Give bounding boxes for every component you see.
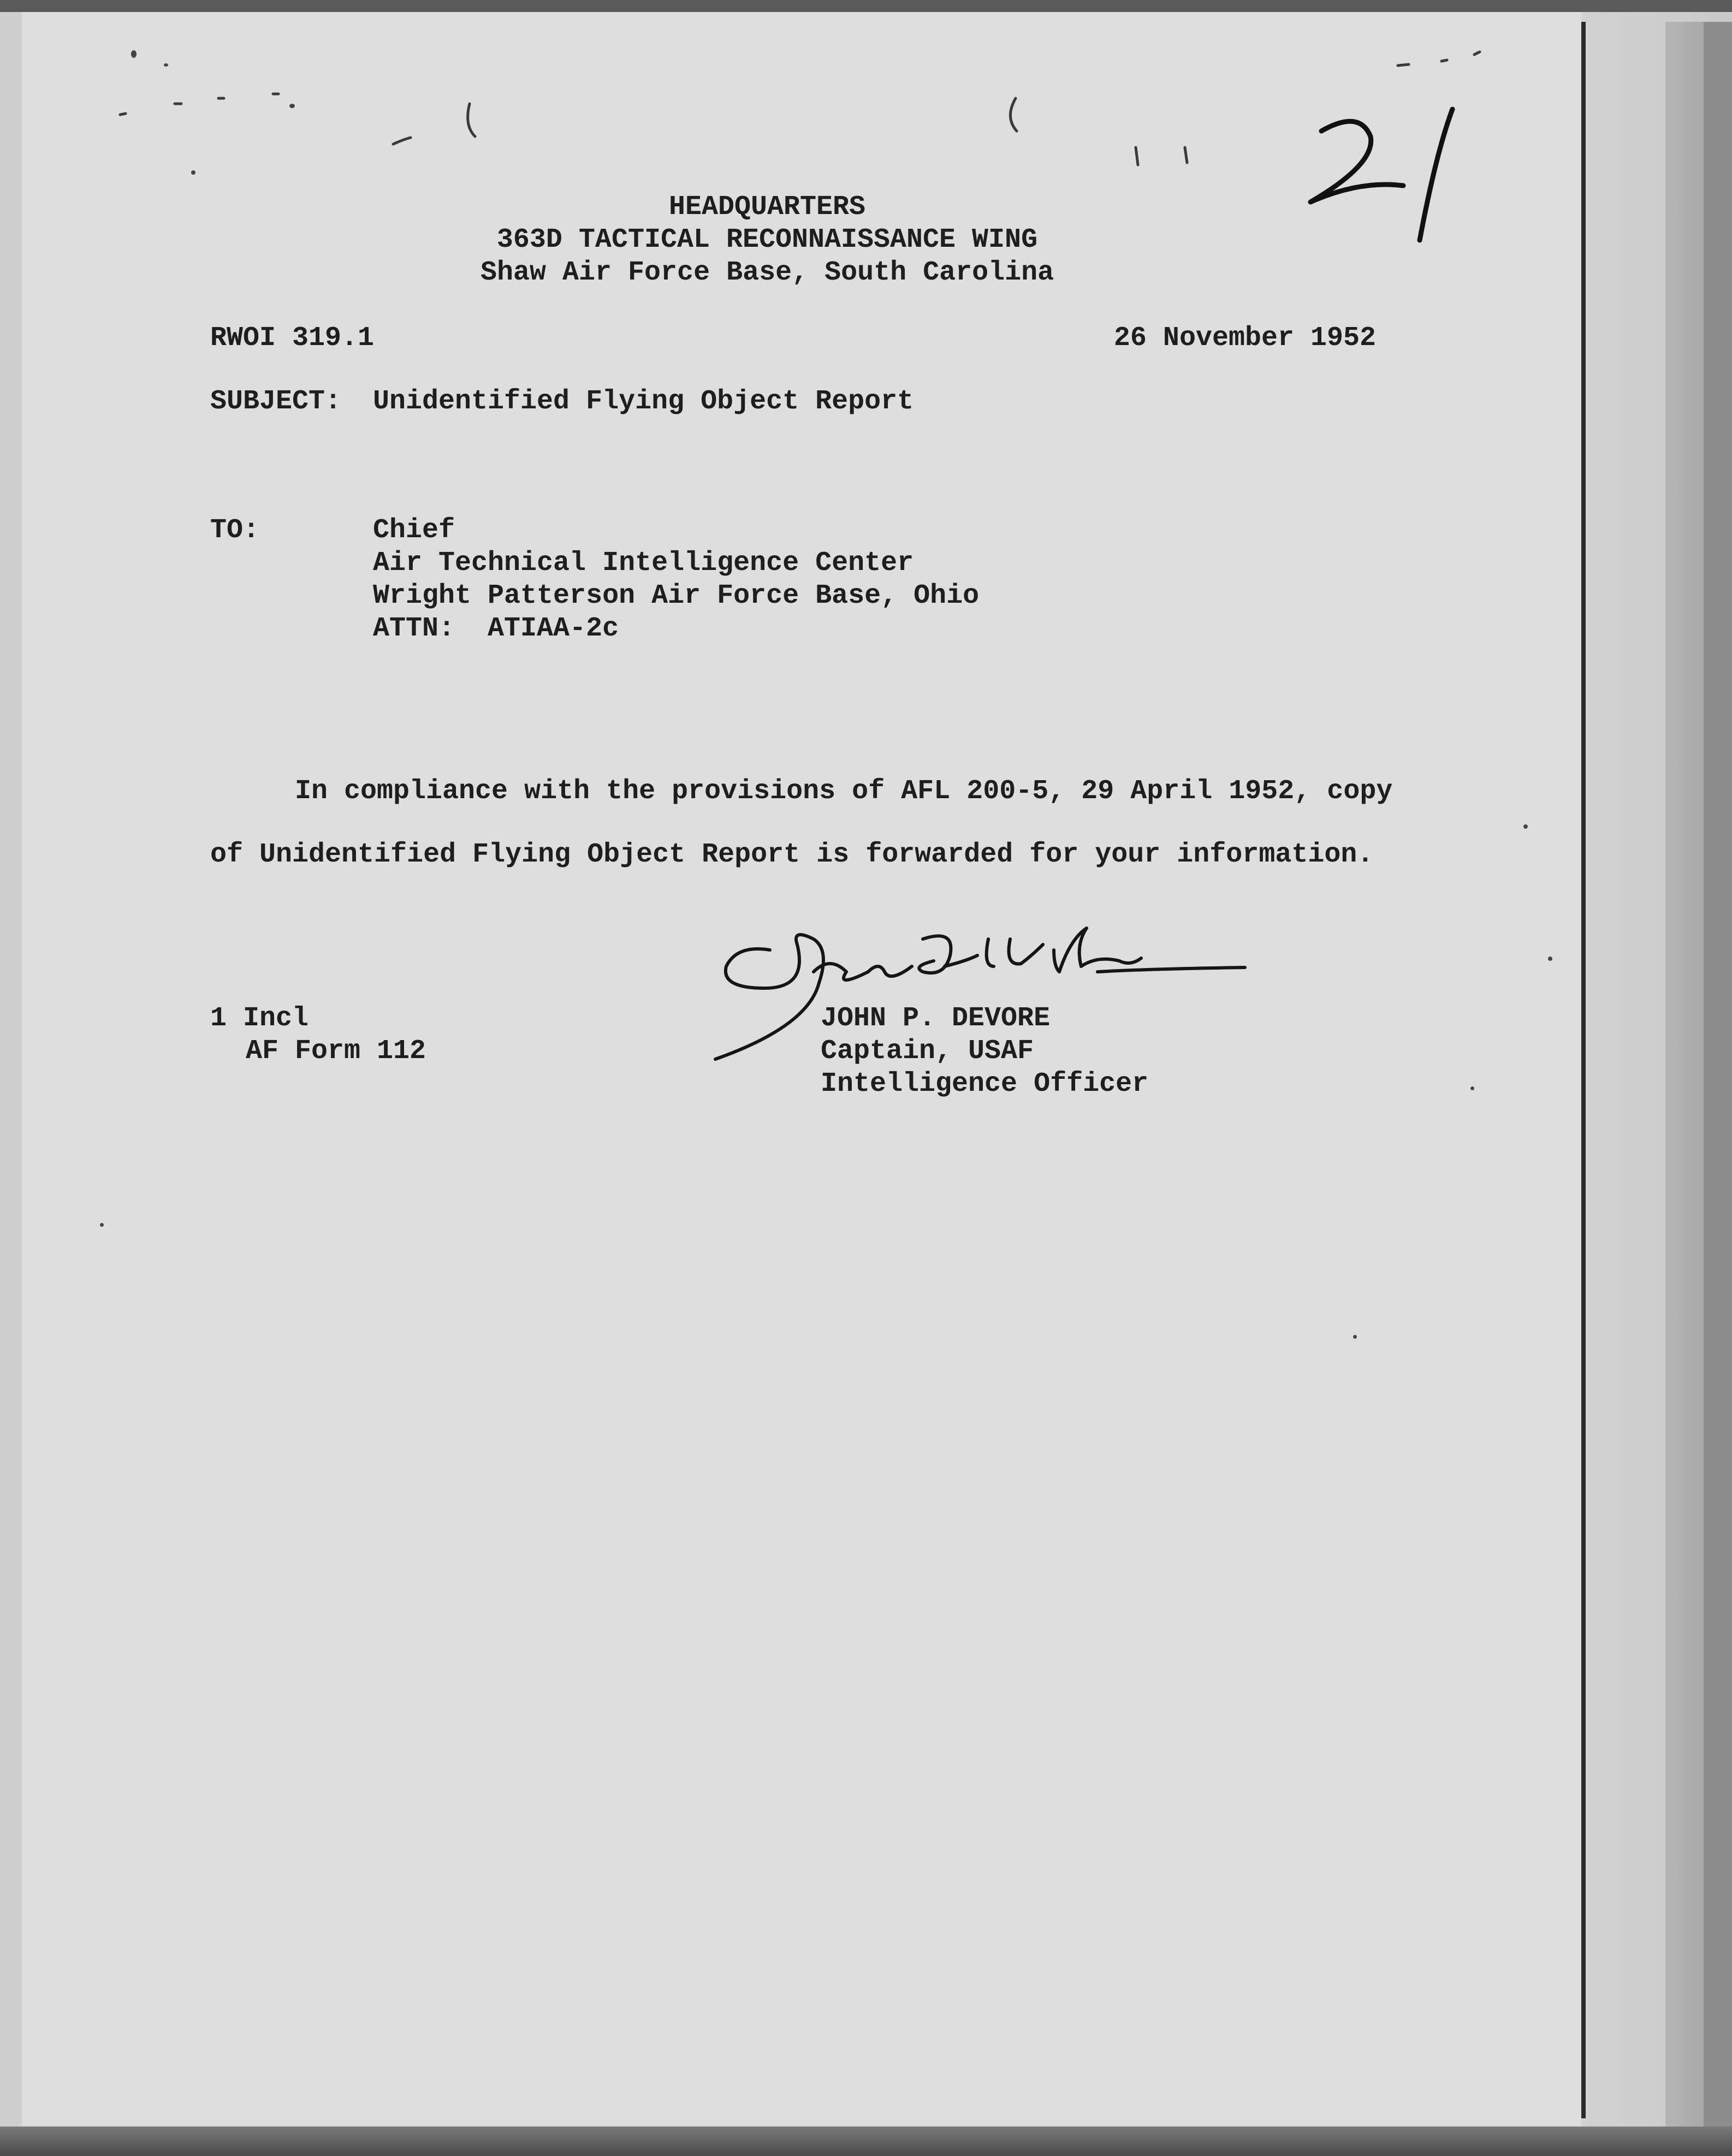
signer-title: Intelligence Officer: [821, 1068, 1149, 1100]
scan-speck: [1548, 957, 1552, 961]
letterhead-headquarters: HEADQUARTERS: [668, 192, 866, 223]
enclosure-form: AF Form 112: [246, 1036, 426, 1067]
body-line-2: of Unidentified Flying Object Report is forwarded for your information.: [210, 839, 1374, 870]
subject-label: SUBJECT:: [210, 386, 342, 417]
scan-speck: [1523, 824, 1528, 829]
body-line-1: In compliance with the provisions of AFL 200-5, 29 April 1952, copy: [295, 776, 1393, 807]
signer-rank: Captain, USAF: [821, 1036, 1034, 1067]
scan-top-border: [0, 0, 1732, 12]
scan-bottom-border: [0, 2127, 1732, 2156]
enclosure-count: 1 Incl: [210, 1003, 309, 1034]
handwritten-page-number: [1278, 98, 1463, 257]
scan-speck: [1353, 1335, 1357, 1339]
scan-speck: [1470, 1086, 1474, 1090]
document-date: 26 November 1952: [1113, 323, 1376, 354]
letterhead-location: Shaw Air Force Base, South Carolina: [481, 257, 1054, 288]
addressee-line-2: Air Technical Intelligence Center: [373, 548, 914, 579]
subject-text: Unidentified Flying Object Report: [373, 386, 914, 417]
file-reference-code: RWOI 319.1: [210, 323, 375, 354]
addressee-attention-line: ATTN: ATIAA-2c: [373, 613, 619, 644]
scan-speck: [100, 1223, 104, 1227]
scan-right-margin-dark: [1704, 22, 1732, 2127]
addressee-line-3: Wright Patterson Air Force Base, Ohio: [373, 580, 980, 611]
to-label: TO:: [210, 515, 260, 546]
addressee-line-1: Chief: [373, 515, 455, 546]
page-right-edge: [1581, 22, 1586, 2118]
letterhead-unit-name: 363D TACTICAL RECONNAISSANCE WING: [496, 224, 1038, 256]
signer-name: JOHN P. DEVORE: [821, 1003, 1051, 1034]
